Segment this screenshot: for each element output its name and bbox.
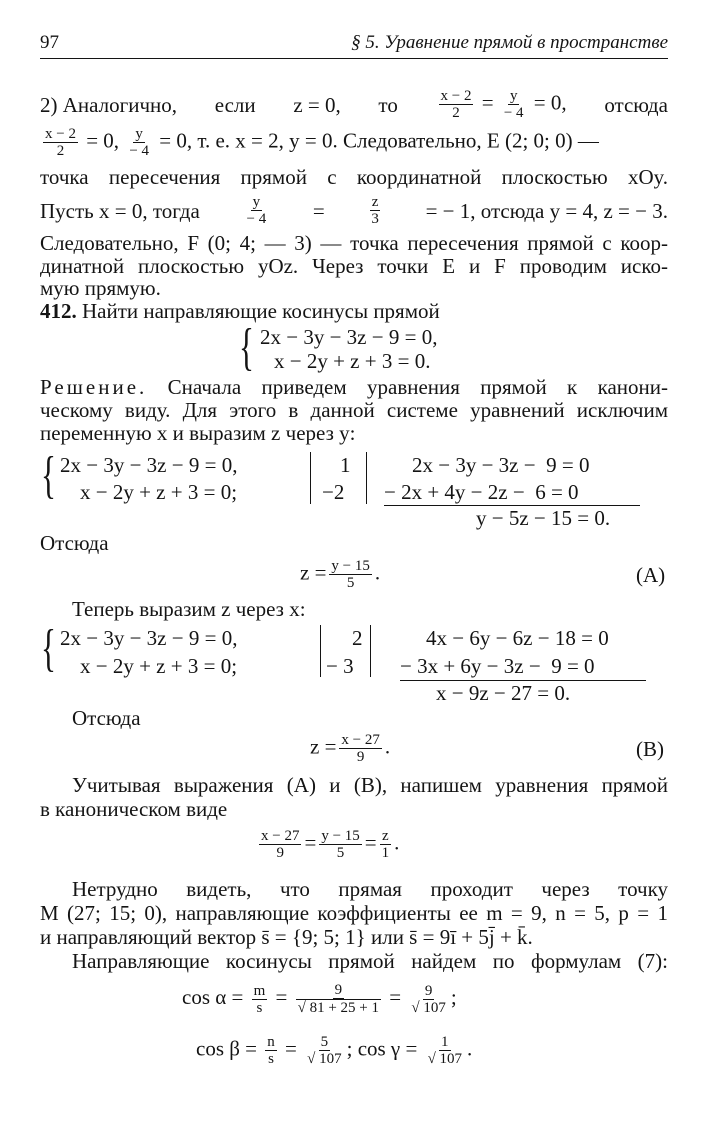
fraction xyxy=(305,1034,343,1067)
fraction xyxy=(319,828,361,861)
text-line: в каноническом виде xyxy=(40,797,228,821)
numerator: 5 xyxy=(320,1034,329,1050)
fraction xyxy=(502,88,526,121)
numerator: 9 xyxy=(334,982,343,998)
denominator: √ 81 + 25 + 1 xyxy=(297,1000,380,1016)
fraction xyxy=(259,828,301,861)
text-line: Направляющие косинусы прямой найдем по формулам (7): xyxy=(72,949,668,973)
numerator: z xyxy=(382,828,389,844)
denominator: 2 xyxy=(452,105,460,121)
numerator: y − 15 xyxy=(321,828,360,844)
equation: 2x − 3y − 3z − 9 = 0 xyxy=(412,453,590,477)
divider xyxy=(310,452,311,504)
numerator: 1 xyxy=(441,1034,449,1050)
divider xyxy=(370,625,371,677)
text-line: Следовательно, F (0; 4; — 3) — точка пересечения прямой с коор- xyxy=(40,231,668,255)
text-line: Нетрудно видеть, что прямая проходит через точку xyxy=(72,877,668,901)
fraction xyxy=(329,558,371,591)
text: z = xyxy=(300,560,327,585)
denominator: √ 107 xyxy=(427,1051,463,1067)
text: = 0, xyxy=(86,128,120,153)
text: ; cos γ = xyxy=(346,1036,418,1061)
multiplier: − 3 xyxy=(326,654,354,678)
text: = xyxy=(389,984,402,1009)
divider xyxy=(366,452,367,504)
fraction xyxy=(426,1034,464,1067)
denominator: 1 xyxy=(381,845,390,861)
solution-label: Решение. xyxy=(40,375,148,399)
text-line: M (27; 15; 0), направляющие коэффициенты ее m = 9, n = 5, p = 1 xyxy=(40,901,668,925)
fraction xyxy=(409,983,447,1016)
numerator: 9 xyxy=(424,982,433,999)
cos-alpha-formula xyxy=(182,982,457,1016)
fraction xyxy=(380,828,392,861)
denominator: √ 107 xyxy=(411,999,446,1016)
text: = xyxy=(481,90,494,115)
denominator: 2 xyxy=(56,143,65,159)
text: Пусть x = 0, тогда xyxy=(40,198,200,223)
page-header xyxy=(40,32,668,54)
text: 2) Аналогично, xyxy=(40,92,178,117)
text-line: Отсюда xyxy=(40,531,109,555)
denominator: − 4 xyxy=(129,143,150,159)
text: . xyxy=(374,560,381,585)
equation: 2x − 3y − 3z − 9 = 0, xyxy=(60,453,238,477)
equation: 2x − 3y − 3z − 9 = 0, xyxy=(60,626,238,650)
text-line: мую прямую. xyxy=(40,276,161,300)
fraction xyxy=(252,983,268,1016)
text: Сначала приведем уравнения прямой к канони- xyxy=(167,375,668,399)
equation-a xyxy=(300,558,380,591)
text-line: и направляющий вектор s̄ = {9; 5; 1} или s̄ = 9ī + 5j̄ + k̄. xyxy=(40,925,533,949)
denominator: 9 xyxy=(356,749,365,765)
equation: x − 9z − 27 = 0. xyxy=(436,681,571,705)
text: = − 1, отсюда y = 4, z = − 3. xyxy=(425,198,668,223)
text: = xyxy=(312,198,325,223)
text: cos β = xyxy=(196,1036,258,1061)
text-line: точка пересечения прямой с координатной плоскостью xOy. xyxy=(40,165,668,189)
text: = 0, т. е. x = 2, y = 0. Следовательно, E (2; 0; 0) — xyxy=(159,128,599,153)
fraction xyxy=(265,1034,277,1067)
section-title: § 5. Уравнение прямой в пространстве xyxy=(351,32,668,53)
numerator: y xyxy=(252,194,261,210)
text-line: ческому виду. Для этого в данной системе уравнений исключим xyxy=(40,398,668,422)
equation-tag: (A) xyxy=(636,563,666,587)
numerator: y xyxy=(509,88,518,104)
problem-text: Найти направляющие косинусы прямой xyxy=(82,299,440,323)
cos-beta-gamma-formula xyxy=(196,1034,472,1067)
multiplier: 1 xyxy=(340,453,351,477)
canonical-equation xyxy=(256,828,399,861)
text-line xyxy=(40,88,668,121)
text: = xyxy=(275,984,288,1009)
page-number: 97 xyxy=(40,32,59,53)
text-line: Теперь выразим z через x: xyxy=(72,597,306,621)
text: = xyxy=(304,830,317,855)
equation: − 2x + 4y − 2z − 6 = 0 xyxy=(384,480,579,504)
denominator: 9 xyxy=(276,845,284,861)
denominator: − 4 xyxy=(246,211,267,227)
problem-heading xyxy=(40,300,668,322)
numerator: z xyxy=(371,194,379,210)
numerator: x − 27 xyxy=(261,828,300,844)
text-line xyxy=(40,194,668,227)
fraction xyxy=(339,732,381,765)
text: cos α = xyxy=(182,984,244,1009)
numerator: n xyxy=(267,1034,275,1050)
denominator: − 4 xyxy=(503,105,524,121)
problem-number: 412. xyxy=(40,299,77,323)
text-line: переменную x и выразим z через y: xyxy=(40,421,356,445)
text: z = xyxy=(310,734,337,759)
denominator: 5 xyxy=(346,575,355,591)
text-line: Учитывая выражения (A) и (B), напишем уравнения прямой xyxy=(72,773,668,797)
text-line: динатной плоскостью yOz. Через точки E и F проводим иско- xyxy=(40,254,668,278)
denominator: s xyxy=(256,999,263,1016)
denominator: s xyxy=(268,1051,274,1067)
text-line: Отсюда xyxy=(72,706,141,730)
denominator: √ 107 xyxy=(307,1051,342,1067)
text: то xyxy=(378,92,398,117)
equation: y − 5z − 15 = 0. xyxy=(476,506,611,530)
text: z = 0, xyxy=(293,92,341,117)
text: = xyxy=(364,830,377,855)
text: . xyxy=(394,830,400,855)
fraction xyxy=(296,982,381,1016)
numerator: y xyxy=(135,126,143,142)
brace: { xyxy=(238,319,254,376)
denominator: 3 xyxy=(371,211,379,227)
multiplier: 2 xyxy=(352,626,363,650)
numerator: x − 2 xyxy=(440,88,472,104)
equation: x − 2y + z + 3 = 0. xyxy=(274,349,431,373)
fraction xyxy=(43,126,78,159)
text: = 0, xyxy=(533,90,567,115)
equation: 4x − 6y − 6z − 18 = 0 xyxy=(426,626,609,650)
divider xyxy=(320,625,321,677)
text: = xyxy=(285,1036,297,1061)
numerator: m xyxy=(253,982,266,999)
text: если xyxy=(214,92,256,117)
text: . xyxy=(467,1036,473,1061)
numerator: x − 2 xyxy=(45,126,76,142)
fraction xyxy=(127,126,151,159)
brace: { xyxy=(40,620,56,677)
fraction xyxy=(439,88,474,121)
equation: x − 2y + z + 3 = 0; xyxy=(80,654,238,678)
equation xyxy=(436,88,567,121)
fraction xyxy=(244,194,268,227)
text: ; xyxy=(450,984,457,1009)
numerator: x − 27 xyxy=(341,732,380,748)
header-rule xyxy=(40,58,668,59)
numerator: y − 15 xyxy=(331,558,370,574)
text-line xyxy=(40,376,668,398)
fraction xyxy=(369,194,381,227)
equation-tag: (B) xyxy=(636,737,664,761)
multiplier: −2 xyxy=(322,480,345,504)
equation: − 3x + 6y − 3z − 9 = 0 xyxy=(400,654,595,678)
text: отсюда xyxy=(604,92,668,117)
equation: 2x − 3y − 3z − 9 = 0, xyxy=(260,325,438,349)
brace: { xyxy=(40,447,56,504)
text-line xyxy=(40,126,668,159)
equation-b xyxy=(310,732,390,765)
equation: x − 2y + z + 3 = 0; xyxy=(80,480,238,504)
text: . xyxy=(384,734,391,759)
denominator: 5 xyxy=(336,845,345,861)
